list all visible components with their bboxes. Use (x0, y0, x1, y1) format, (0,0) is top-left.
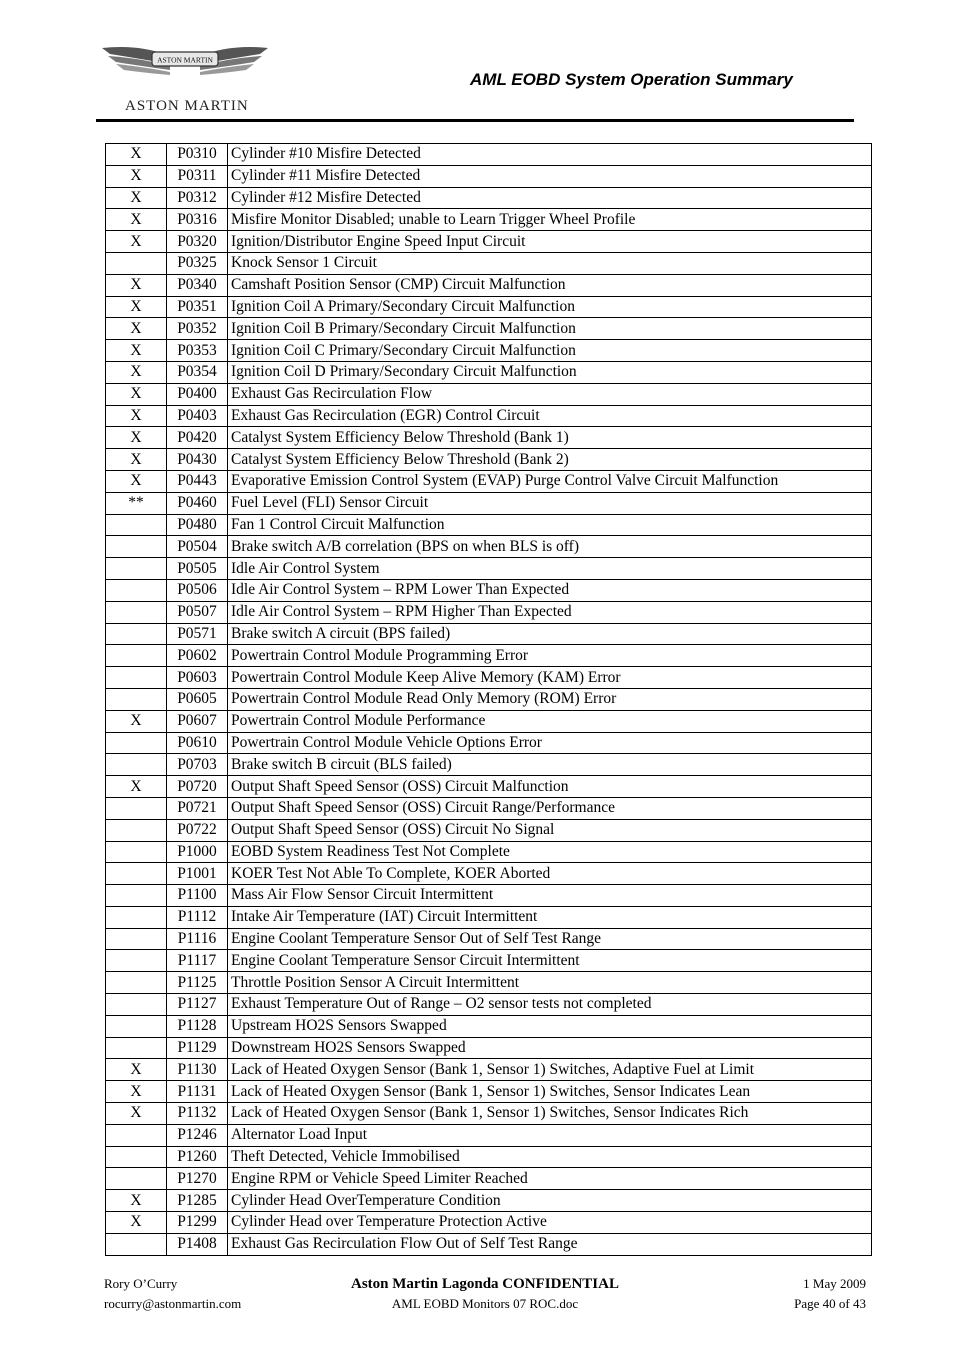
table-row (106, 427, 872, 449)
row-description-cell: Cylinder #12 Misfire Detected (228, 187, 872, 209)
row-code-cell: P1408 (167, 1233, 228, 1255)
row-flag-cell (106, 558, 167, 580)
row-code-cell: P1131 (167, 1081, 228, 1103)
row-description-cell: Cylinder #10 Misfire Detected (228, 144, 872, 166)
row-description-cell: Output Shaft Speed Sensor (OSS) Circuit Malfunction (228, 776, 872, 798)
row-code-cell: P0354 (167, 361, 228, 383)
row-description-cell: Idle Air Control System – RPM Lower Than Expected (228, 579, 872, 601)
row-code-cell: P0325 (167, 252, 228, 274)
row-description-cell: Output Shaft Speed Sensor (OSS) Circuit Range/Performance (228, 797, 872, 819)
row-code-cell: P0607 (167, 710, 228, 732)
row-description-cell: Powertrain Control Module Read Only Memory (ROM) Error (228, 688, 872, 710)
row-description-cell: Output Shaft Speed Sensor (OSS) Circuit No Signal (228, 819, 872, 841)
row-flag-cell: X (106, 405, 167, 427)
table-row (106, 1146, 872, 1168)
row-description-cell: Engine Coolant Temperature Sensor Out of Self Test Range (228, 928, 872, 950)
table-row (106, 1103, 872, 1125)
row-description-cell: Misfire Monitor Disabled; unable to Learn Trigger Wheel Profile (228, 209, 872, 231)
row-flag-cell: X (106, 231, 167, 253)
table-row (106, 383, 872, 405)
row-code-cell: P0610 (167, 732, 228, 754)
row-flag-cell: X (106, 1059, 167, 1081)
row-code-cell: P0352 (167, 318, 228, 340)
row-code-cell: P0602 (167, 645, 228, 667)
row-description-cell: Lack of Heated Oxygen Sensor (Bank 1, Sensor 1) Switches, Sensor Indicates Lean (228, 1081, 872, 1103)
row-code-cell: P0571 (167, 623, 228, 645)
row-flag-cell (106, 1037, 167, 1059)
row-flag-cell (106, 1168, 167, 1190)
row-flag-cell: ** (106, 492, 167, 514)
table-row (106, 405, 872, 427)
row-code-cell: P1127 (167, 994, 228, 1016)
row-code-cell: P0420 (167, 427, 228, 449)
row-description-cell: Ignition Coil D Primary/Secondary Circuit Malfunction (228, 361, 872, 383)
row-code-cell: P0353 (167, 340, 228, 362)
table-row (106, 209, 872, 231)
row-code-cell: P0703 (167, 754, 228, 776)
row-description-cell: Exhaust Gas Recirculation Flow (228, 383, 872, 405)
row-code-cell: P0316 (167, 209, 228, 231)
page-header (0, 0, 960, 125)
row-description-cell: Fan 1 Control Circuit Malfunction (228, 514, 872, 536)
row-description-cell: Camshaft Position Sensor (CMP) Circuit Malfunction (228, 274, 872, 296)
row-flag-cell (106, 863, 167, 885)
row-flag-cell: X (106, 1212, 167, 1234)
row-description-cell: Catalyst System Efficiency Below Threshold (Bank 2) (228, 449, 872, 471)
row-code-cell: P0340 (167, 274, 228, 296)
table-row (106, 754, 872, 776)
row-flag-cell: X (106, 165, 167, 187)
header-divider (96, 119, 854, 122)
row-flag-cell: X (106, 209, 167, 231)
footer-filename: AML EOBD Monitors 07 ROC.doc (391, 1296, 579, 1311)
row-description-cell: Powertrain Control Module Performance (228, 710, 872, 732)
dtc-table (105, 143, 872, 1256)
table-row (106, 1212, 872, 1234)
row-code-cell: P0320 (167, 231, 228, 253)
row-description-cell: Ignition/Distributor Engine Speed Input Circuit (228, 231, 872, 253)
row-description-cell: Ignition Coil A Primary/Secondary Circuit Malfunction (228, 296, 872, 318)
footer-date: 1 May 2009 (803, 1276, 866, 1291)
row-flag-cell: X (106, 427, 167, 449)
table-row (106, 144, 872, 166)
row-description-cell: Fuel Level (FLI) Sensor Circuit (228, 492, 872, 514)
row-code-cell: P1117 (167, 950, 228, 972)
table-row (106, 470, 872, 492)
row-description-cell: Evaporative Emission Control System (EVAP) Purge Control Valve Circuit Malfunction (228, 470, 872, 492)
row-flag-cell (106, 972, 167, 994)
row-code-cell: P1129 (167, 1037, 228, 1059)
row-code-cell: P1125 (167, 972, 228, 994)
table-row (106, 296, 872, 318)
logo-wordmark: ASTON MARTIN (125, 98, 249, 114)
row-code-cell: P0720 (167, 776, 228, 798)
row-description-cell: Brake switch B circuit (BLS failed) (228, 754, 872, 776)
row-code-cell: P1270 (167, 1168, 228, 1190)
row-flag-cell: X (106, 318, 167, 340)
row-flag-cell (106, 950, 167, 972)
table-row (106, 732, 872, 754)
row-flag-cell: X (106, 470, 167, 492)
table-row (106, 1124, 872, 1146)
row-description-cell: Intake Air Temperature (IAT) Circuit Intermittent (228, 906, 872, 928)
row-description-cell: Knock Sensor 1 Circuit (228, 252, 872, 274)
row-flag-cell (106, 928, 167, 950)
table-row (106, 819, 872, 841)
row-description-cell: Ignition Coil C Primary/Secondary Circuit Malfunction (228, 340, 872, 362)
row-flag-cell (106, 536, 167, 558)
row-flag-cell: X (106, 383, 167, 405)
row-flag-cell (106, 645, 167, 667)
row-code-cell: P0722 (167, 819, 228, 841)
row-description-cell: Ignition Coil B Primary/Secondary Circuit Malfunction (228, 318, 872, 340)
footer-page-number: Page 40 of 43 (794, 1296, 866, 1311)
row-flag-cell: X (106, 340, 167, 362)
row-code-cell: P0351 (167, 296, 228, 318)
table-row (106, 1037, 872, 1059)
table-row (106, 972, 872, 994)
table-row (106, 841, 872, 863)
row-flag-cell (106, 623, 167, 645)
row-code-cell: P1001 (167, 863, 228, 885)
table-row (106, 950, 872, 972)
row-code-cell: P0400 (167, 383, 228, 405)
row-code-cell: P1000 (167, 841, 228, 863)
row-description-cell: EOBD System Readiness Test Not Complete (228, 841, 872, 863)
row-code-cell: P0403 (167, 405, 228, 427)
row-flag-cell: X (106, 296, 167, 318)
table-row (106, 231, 872, 253)
table-row (106, 536, 872, 558)
row-code-cell: P1128 (167, 1015, 228, 1037)
row-flag-cell: X (106, 144, 167, 166)
table-row (106, 1015, 872, 1037)
document-title: AML EOBD System Operation Summary (470, 70, 793, 89)
row-description-cell: Downstream HO2S Sensors Swapped (228, 1037, 872, 1059)
row-flag-cell (106, 1146, 167, 1168)
row-flag-cell (106, 601, 167, 623)
table-row (106, 928, 872, 950)
row-code-cell: P0505 (167, 558, 228, 580)
row-flag-cell: X (106, 1081, 167, 1103)
footer-email: rocurry@astonmartin.com (104, 1296, 242, 1311)
row-flag-cell: X (106, 776, 167, 798)
row-flag-cell (106, 667, 167, 689)
row-flag-cell (106, 1233, 167, 1255)
page-footer (104, 1276, 866, 1316)
table-row (106, 579, 872, 601)
table-row (106, 645, 872, 667)
row-description-cell: Lack of Heated Oxygen Sensor (Bank 1, Sensor 1) Switches, Sensor Indicates Rich (228, 1103, 872, 1125)
row-flag-cell (106, 688, 167, 710)
table-row (106, 274, 872, 296)
row-flag-cell (106, 754, 167, 776)
row-description-cell: Upstream HO2S Sensors Swapped (228, 1015, 872, 1037)
row-flag-cell (106, 1124, 167, 1146)
footer-author: Rory O’Curry (104, 1276, 178, 1291)
row-description-cell: Brake switch A circuit (BPS failed) (228, 623, 872, 645)
row-flag-cell: X (106, 361, 167, 383)
aston-martin-logo (100, 40, 270, 122)
dtc-table-body (106, 144, 872, 1256)
table-row (106, 558, 872, 580)
table-row (106, 1168, 872, 1190)
table-row (106, 492, 872, 514)
row-description-cell: Brake switch A/B correlation (BPS on when BLS is off) (228, 536, 872, 558)
table-row (106, 688, 872, 710)
table-row (106, 318, 872, 340)
row-code-cell: P1112 (167, 906, 228, 928)
row-description-cell: KOER Test Not Able To Complete, KOER Aborted (228, 863, 872, 885)
row-code-cell: P1260 (167, 1146, 228, 1168)
row-code-cell: P1130 (167, 1059, 228, 1081)
table-row (106, 667, 872, 689)
row-code-cell: P0311 (167, 165, 228, 187)
row-flag-cell: X (106, 710, 167, 732)
row-flag-cell: X (106, 274, 167, 296)
row-flag-cell (106, 819, 167, 841)
row-flag-cell (106, 994, 167, 1016)
row-code-cell: P0721 (167, 797, 228, 819)
row-code-cell: P0480 (167, 514, 228, 536)
table-row (106, 710, 872, 732)
row-description-cell: Engine RPM or Vehicle Speed Limiter Reached (228, 1168, 872, 1190)
table-row (106, 994, 872, 1016)
row-code-cell: P0504 (167, 536, 228, 558)
row-flag-cell (106, 732, 167, 754)
row-code-cell: P1299 (167, 1212, 228, 1234)
row-flag-cell (106, 906, 167, 928)
row-description-cell: Exhaust Temperature Out of Range – O2 sensor tests not completed (228, 994, 872, 1016)
row-code-cell: P1285 (167, 1190, 228, 1212)
table-row (106, 449, 872, 471)
row-description-cell: Powertrain Control Module Programming Error (228, 645, 872, 667)
row-code-cell: P0430 (167, 449, 228, 471)
row-flag-cell (106, 1015, 167, 1037)
table-row (106, 1059, 872, 1081)
table-row (106, 187, 872, 209)
table-row (106, 165, 872, 187)
footer-confidential: Aston Martin Lagonda CONFIDENTIAL (351, 1276, 619, 1292)
row-description-cell: Cylinder #11 Misfire Detected (228, 165, 872, 187)
row-code-cell: P0310 (167, 144, 228, 166)
winged-badge-icon (100, 40, 270, 90)
row-code-cell: P0605 (167, 688, 228, 710)
row-code-cell: P0460 (167, 492, 228, 514)
row-flag-cell (106, 579, 167, 601)
table-row (106, 906, 872, 928)
row-description-cell: Alternator Load Input (228, 1124, 872, 1146)
row-flag-cell (106, 841, 167, 863)
row-code-cell: P0603 (167, 667, 228, 689)
row-description-cell: Theft Detected, Vehicle Immobilised (228, 1146, 872, 1168)
row-flag-cell (106, 514, 167, 536)
row-description-cell: Engine Coolant Temperature Sensor Circuit Intermittent (228, 950, 872, 972)
table-row (106, 1081, 872, 1103)
row-description-cell: Idle Air Control System – RPM Higher Than Expected (228, 601, 872, 623)
row-description-cell: Exhaust Gas Recirculation Flow Out of Self Test Range (228, 1233, 872, 1255)
row-description-cell: Exhaust Gas Recirculation (EGR) Control Circuit (228, 405, 872, 427)
table-row (106, 797, 872, 819)
row-code-cell: P1116 (167, 928, 228, 950)
row-flag-cell: X (106, 1103, 167, 1125)
row-flag-cell: X (106, 187, 167, 209)
table-row (106, 885, 872, 907)
row-description-cell: Mass Air Flow Sensor Circuit Intermittent (228, 885, 872, 907)
row-description-cell: Powertrain Control Module Vehicle Options Error (228, 732, 872, 754)
dtc-table-container (105, 143, 872, 1256)
row-code-cell: P0506 (167, 579, 228, 601)
row-code-cell: P1132 (167, 1103, 228, 1125)
row-description-cell: Idle Air Control System (228, 558, 872, 580)
row-description-cell: Throttle Position Sensor A Circuit Intermittent (228, 972, 872, 994)
table-row (106, 1233, 872, 1255)
row-code-cell: P0312 (167, 187, 228, 209)
table-row (106, 252, 872, 274)
row-flag-cell (106, 885, 167, 907)
table-row (106, 863, 872, 885)
row-description-cell: Catalyst System Efficiency Below Threshold (Bank 1) (228, 427, 872, 449)
row-flag-cell (106, 252, 167, 274)
row-flag-cell (106, 797, 167, 819)
row-code-cell: P1246 (167, 1124, 228, 1146)
table-row (106, 601, 872, 623)
table-row (106, 514, 872, 536)
row-flag-cell: X (106, 1190, 167, 1212)
row-description-cell: Cylinder Head over Temperature Protection Active (228, 1212, 872, 1234)
table-row (106, 776, 872, 798)
logo-badge-text: ASTON MARTIN (157, 55, 213, 65)
row-code-cell: P1100 (167, 885, 228, 907)
table-row (106, 361, 872, 383)
row-code-cell: P0507 (167, 601, 228, 623)
row-flag-cell: X (106, 449, 167, 471)
table-row (106, 340, 872, 362)
row-description-cell: Cylinder Head OverTemperature Condition (228, 1190, 872, 1212)
row-code-cell: P0443 (167, 470, 228, 492)
table-row (106, 1190, 872, 1212)
row-description-cell: Lack of Heated Oxygen Sensor (Bank 1, Sensor 1) Switches, Adaptive Fuel at Limit (228, 1059, 872, 1081)
row-description-cell: Powertrain Control Module Keep Alive Memory (KAM) Error (228, 667, 872, 689)
table-row (106, 623, 872, 645)
